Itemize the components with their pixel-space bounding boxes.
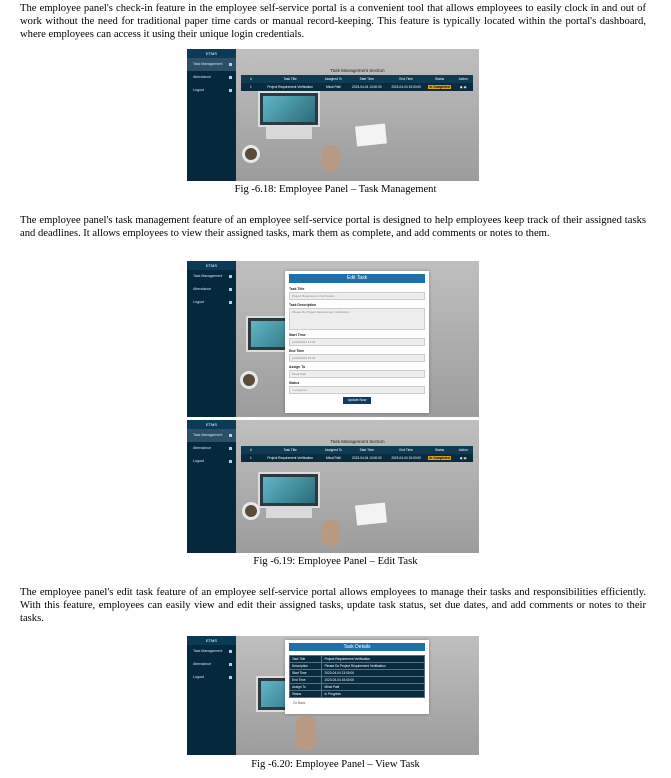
table-row[interactable]: 1 Project Requirement Verification Minal Patil 2023-04-04 13:00:00 2023-04-04 15:00:00 In Completed ▣ ▣ [241, 83, 473, 91]
table-row[interactable]: 1 Project Requirement Verification Minal Patil 2023-04-04 13:00:00 2023-04-04 15:00:00 In Completed ▣ ▣ [241, 454, 473, 462]
action-icons[interactable]: ▣ ▣ [459, 456, 467, 460]
sidebar-item-task-management[interactable]: Task Management [187, 58, 236, 71]
brand: ETMS [187, 420, 236, 429]
task-description-field[interactable]: Please Do Project Requirement Verification [289, 308, 425, 330]
detail-row: Task Title Project Requirement Verification [290, 656, 425, 663]
sidebar-item-logout[interactable]: Logout [187, 84, 236, 97]
task-table [241, 75, 473, 91]
table-header: # Task Title Assigned To Start Time End Time Status Action [241, 75, 473, 83]
paragraph-edit-task: The employee panel's edit task feature of an employee self-service portal allows employees to manage their tasks and responsibilities efficiently. With this feature, employees can easily view and edit their assigned tasks, update task status, set due dates, and add comments or notes to their tasks. [20, 587, 646, 624]
screenshot-view-task [187, 636, 479, 755]
label-start-time: Start Time [289, 333, 306, 337]
sidebar [187, 261, 236, 417]
tasks-icon [229, 275, 232, 278]
logout-icon [229, 89, 232, 92]
detail-row: Assign To Minal Patil [290, 684, 425, 691]
status-badge: In Completed [429, 456, 450, 460]
caption-fig-6-19: Fig -6.19: Employee Panel – Edit Task [253, 556, 418, 567]
sidebar-item-attendance[interactable]: Attendance [187, 442, 236, 455]
end-time-field[interactable]: 12/04/2023 15:00 [289, 354, 425, 362]
go-back-link[interactable]: Go Back [293, 701, 306, 705]
detail-row: Description Please Do Project Requirement Verification [290, 663, 425, 670]
task-table [241, 446, 473, 462]
brand: ETMS [187, 49, 236, 58]
task-details-modal [285, 640, 429, 714]
sidebar-item-attendance[interactable]: Attendance [187, 658, 236, 671]
caption-fig-6-20: Fig -6.20: Employee Panel – View Task [251, 759, 420, 770]
calendar-icon [229, 663, 232, 666]
sidebar [187, 420, 236, 553]
label-end-time: End Time [289, 349, 305, 353]
assign-to-select[interactable]: Minal Patil [289, 370, 425, 378]
modal-title: Task Details [289, 643, 425, 651]
calendar-icon [229, 447, 232, 450]
sidebar-item-attendance[interactable]: Attendance [187, 283, 236, 296]
sidebar-item-task-management[interactable]: Task Management [187, 429, 236, 442]
calendar-icon [229, 76, 232, 79]
sidebar-item-task-management[interactable]: Task Management [187, 645, 236, 658]
detail-row: End Time 2023-04-04 15:00:00 [290, 677, 425, 684]
tasks-icon [229, 650, 232, 653]
label-task-title: Task Title [289, 287, 305, 291]
sidebar-item-logout[interactable]: Logout [187, 296, 236, 309]
calendar-icon [229, 288, 232, 291]
logout-icon [229, 676, 232, 679]
screenshot-task-list [187, 420, 479, 553]
status-badge: In Completed [429, 85, 450, 89]
status-select[interactable]: In progress [289, 386, 425, 394]
label-task-description: Task Description [289, 303, 317, 307]
table-header: # Task Title Assigned To Start Time End Time Status Action [241, 446, 473, 454]
tasks-icon [229, 63, 232, 66]
edit-task-modal [285, 271, 429, 413]
caption-fig-6-18: Fig -6.18: Employee Panel – Task Management [234, 184, 437, 195]
section-title: Task Management Section [330, 439, 385, 444]
label-status: Status [289, 381, 300, 385]
sidebar-item-attendance[interactable]: Attendance [187, 71, 236, 84]
task-title-field[interactable]: Project Requirement Verification [289, 292, 425, 300]
tasks-icon [229, 434, 232, 437]
screenshot-task-management [187, 49, 479, 181]
logout-icon [229, 460, 232, 463]
task-details-table [289, 655, 425, 698]
paragraph-task-management: The employee panel's task management feature of an employee self-service portal is designed to help employees keep track of their assigned tasks and deadlines. It allows employees to view their assigned tasks, mark them as complete, and add comments or notes to them. [20, 215, 646, 239]
brand: ETMS [187, 261, 236, 270]
logout-icon [229, 301, 232, 304]
detail-row: Status In Progress [290, 691, 425, 698]
sidebar-item-logout[interactable]: Logout [187, 455, 236, 468]
paragraph-check-in: The employee panel's check-in feature in the employee self-service portal is a convenient tool that allows employees to easily clock in and out of work without the need for traditional paper time cards or manual record-keeping. This feature is typically located within the portal's dashboard, where employees can access it using their unique login credentials. [20, 3, 646, 40]
action-icons[interactable]: ▣ ▣ [459, 85, 467, 89]
modal-title: Edit Task [289, 274, 425, 283]
start-time-field[interactable]: 12/04/2023 13:00 [289, 338, 425, 346]
update-now-button[interactable]: Update Now [343, 397, 371, 404]
brand: ETMS [187, 636, 236, 645]
detail-row: Start Time 2023-04-04 13:00:00 [290, 670, 425, 677]
sidebar [187, 636, 236, 755]
screenshot-edit-task [187, 261, 479, 417]
label-assign-to: Assign To [289, 365, 306, 369]
section-title: Task Management Section [330, 68, 385, 73]
sidebar-item-logout[interactable]: Logout [187, 671, 236, 684]
sidebar-item-task-management[interactable]: Task Management [187, 270, 236, 283]
sidebar [187, 49, 236, 181]
